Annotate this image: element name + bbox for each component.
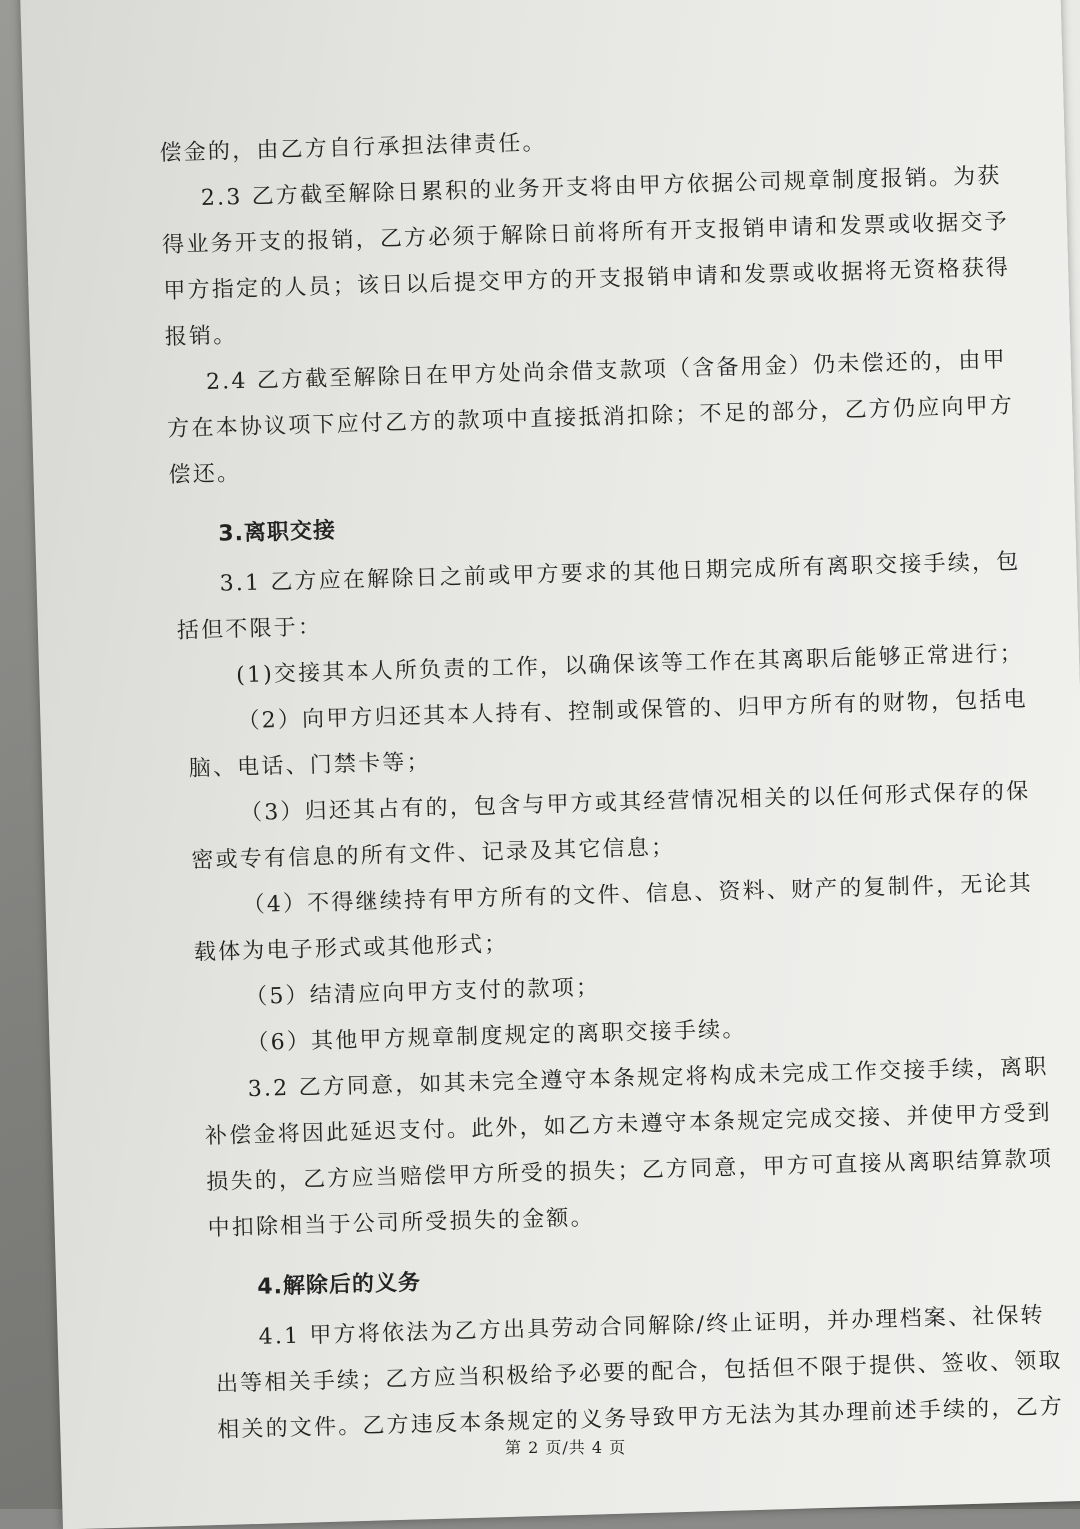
body-line: 4.1 甲方将依法为乙方出具劳动合同解除/终止证明，并办理档案、社保转 [258,1302,1046,1350]
section-heading: 4.解除后的义务 [256,1270,422,1300]
body-line: 3.2 乙方同意，如其未完全遵守本条规定将构成未完成工作交接手续，离职 [247,1054,1049,1103]
section-heading: 3.离职交接 [217,518,337,547]
body-line: 中扣除相当于公司所受损失的金额。 [207,1205,596,1242]
body-line: 得业务开支的报销，乙方必须于解除日前将所有开支报销申请和发票或收据交予 [161,209,1010,259]
body-line: 相关的文件。乙方违反本条规定的义务导致甲方无法为其办理前述手续的，乙方 [216,1394,1065,1444]
list-item: (1)交接其本人所负责的工作，以确保该等工作在其离职后能够正常进行； [235,641,1025,689]
body-line: 偿金的，由乙方自行承担法律责任。 [159,130,548,167]
body-line: 报销。 [164,323,238,351]
body-line: 脑、电话、门禁卡等； [188,749,432,782]
body-line: 损失的，乙方应当赔偿甲方所受的损失；乙方同意，甲方可直接从离职结算款项 [206,1146,1054,1196]
list-item: （3）归还其占有的，包含与甲方或其经营情况相关的以任何形式保存的保 [239,779,1031,827]
document-body [159,114,1065,1444]
body-line: 方在本协议项下应付乙方的款项中直接抵消扣除；不足的部分，乙方仍应向甲方 [166,393,1015,443]
list-item: （2）向甲方归还其本人持有、控制或保管的、归甲方所有的财物，包括电 [237,687,1029,735]
body-line: 2.4 乙方截至解除日在甲方处尚余借支款项（含备用金）仍未偿还的，由甲 [205,347,1008,395]
page-number: 第 2 页/共 4 页 [505,1438,627,1457]
document-page [20,0,1080,1529]
body-line: 出等相关手续；乙方应当积极给予必要的配合，包括但不限于提供、签收、领取 [215,1348,1064,1398]
list-item: （4）不得继续持有甲方所有的文件、信息、资料、财产的复制件，无论其 [242,871,1034,919]
body-line: 补偿金将因此延迟支付。此外，如乙方未遵守本条规定完成交接、并使甲方受到 [204,1100,1053,1150]
body-line: 3.1 乙方应在解除日之前或甲方要求的其他日期完成所有离职交接手续，包 [219,549,1021,597]
body-line: 2.3 乙方截至解除日累积的业务开支将由甲方依据公司规章制度报销。为获 [200,163,1002,212]
body-line: 括但不限于： [176,614,323,644]
list-item: （6）其他甲方规章制度规定的离职交接手续。 [246,1017,747,1057]
body-line: 甲方指定的人员；该日以后提交甲方的开支报销申请和发票或收据将无资格获得 [163,255,1011,305]
list-item: （5）结清应向甲方支付的款项； [244,975,601,1011]
body-line: 载体为电子形式或其他形式； [193,931,509,966]
body-line: 密或专有信息的所有文件、记录及其它信息； [191,835,676,874]
body-line: 偿还。 [168,461,242,489]
